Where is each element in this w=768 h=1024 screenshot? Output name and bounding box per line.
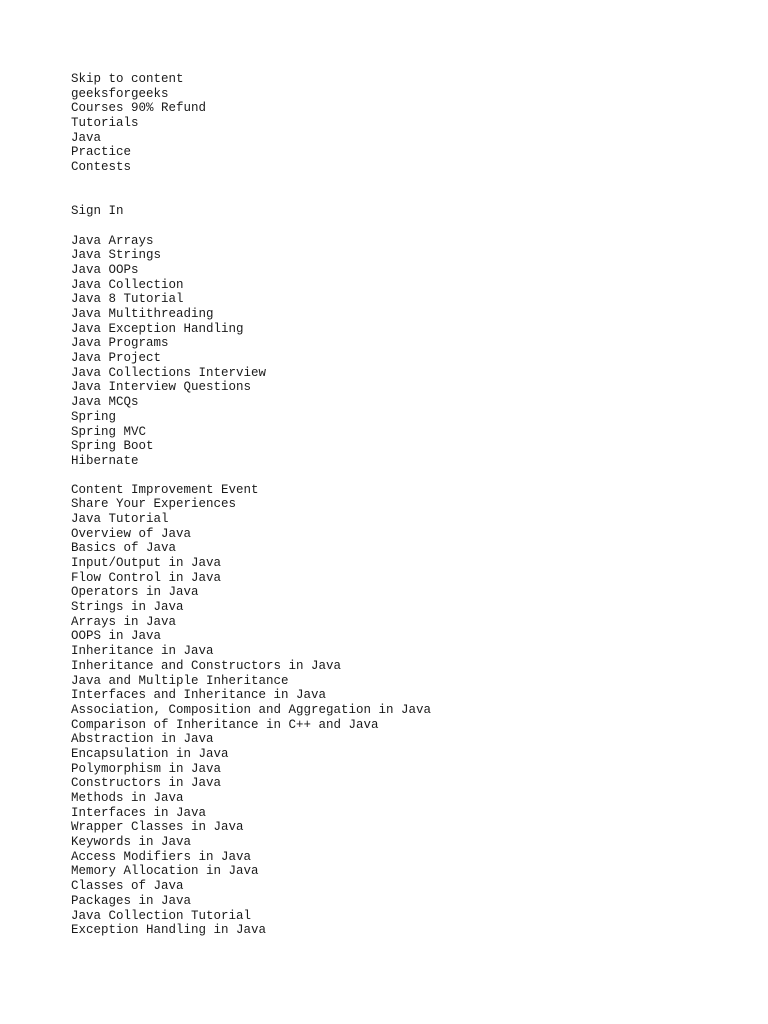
sidebar-item[interactable]: Constructors in Java	[71, 776, 222, 791]
nav-item-practice[interactable]: Practice	[71, 145, 132, 160]
page-content	[71, 72, 431, 938]
sidebar-item[interactable]: Overview of Java	[71, 526, 192, 541]
sidebar-item[interactable]: Packages in Java	[71, 893, 192, 908]
sidebar-item[interactable]: Operators in Java	[71, 585, 199, 600]
sidebar-item[interactable]: Inheritance and Constructors in Java	[71, 658, 342, 673]
nav-item-contests[interactable]: Contests	[71, 160, 132, 175]
topic-link[interactable]: Java Exception Handling	[71, 321, 244, 336]
nav-item-tutorials[interactable]: Tutorials	[71, 116, 139, 131]
sidebar-menu	[71, 483, 431, 938]
topic-link[interactable]: Java Collections Interview	[71, 365, 267, 380]
sidebar-item[interactable]: Strings in Java	[71, 600, 184, 615]
topic-link[interactable]: Java OOPs	[71, 262, 139, 277]
sidebar-item[interactable]: Keywords in Java	[71, 835, 192, 850]
sidebar-item[interactable]: Polymorphism in Java	[71, 761, 222, 776]
topic-link[interactable]: Java MCQs	[71, 395, 139, 410]
topic-link[interactable]: Java Arrays	[71, 233, 154, 248]
sidebar-item[interactable]: Association, Composition and Aggregation in Java	[71, 702, 432, 717]
sidebar-item[interactable]: Exception Handling in Java	[71, 923, 267, 938]
sidebar-item[interactable]: Abstraction in Java	[71, 732, 214, 747]
nav-item-courses[interactable]: Courses 90% Refund	[71, 101, 207, 116]
sidebar-item[interactable]: Wrapper Classes in Java	[71, 820, 244, 835]
topic-link[interactable]: Java Strings	[71, 248, 162, 263]
topic-link[interactable]: Java Interview Questions	[71, 380, 252, 395]
sidebar-item[interactable]: Interfaces in Java	[71, 805, 207, 820]
skip-to-content-link[interactable]: Skip to content	[71, 72, 184, 86]
sidebar-item[interactable]: Arrays in Java	[71, 614, 177, 629]
sidebar-item[interactable]: Interfaces and Inheritance in Java	[71, 688, 327, 703]
sidebar-item[interactable]: Inheritance in Java	[71, 644, 214, 659]
site-logo-link[interactable]: geeksforgeeks	[71, 86, 169, 101]
topic-link[interactable]: Spring Boot	[71, 439, 154, 454]
sidebar-item[interactable]: OOPS in Java	[71, 629, 162, 644]
sidebar-item[interactable]: Memory Allocation in Java	[71, 864, 259, 879]
spacer	[71, 469, 431, 483]
topic-link[interactable]: Hibernate	[71, 453, 139, 468]
spacer	[71, 219, 431, 234]
topic-link[interactable]: Spring	[71, 409, 117, 424]
sidebar-item[interactable]: Flow Control in Java	[71, 570, 222, 585]
sidebar-item[interactable]: Encapsulation in Java	[71, 746, 229, 761]
sign-in-button[interactable]: Sign In	[71, 204, 124, 219]
topic-link[interactable]: Java Programs	[71, 336, 169, 351]
topic-nav	[71, 234, 431, 469]
sidebar-item[interactable]: Comparison of Inheritance in C++ and Java	[71, 717, 379, 732]
topic-link[interactable]: Java Collection	[71, 277, 184, 292]
topic-link[interactable]: Java 8 Tutorial	[71, 292, 184, 307]
topic-link[interactable]: Java Project	[71, 351, 162, 366]
topic-link[interactable]: Spring MVC	[71, 424, 147, 439]
nav-item-java[interactable]: Java	[71, 130, 102, 145]
sidebar-item[interactable]: Share Your Experiences	[71, 497, 237, 512]
sidebar-item[interactable]: Methods in Java	[71, 791, 184, 806]
sidebar-item[interactable]: Java Tutorial	[71, 511, 169, 526]
sidebar-item[interactable]: Access Modifiers in Java	[71, 849, 252, 864]
sidebar-item[interactable]: Content Improvement Event	[71, 482, 259, 497]
sidebar-item[interactable]: Java Collection Tutorial	[71, 908, 252, 923]
sidebar-item[interactable]: Classes of Java	[71, 879, 184, 894]
sidebar-item[interactable]: Java and Multiple Inheritance	[71, 673, 289, 688]
sidebar-item[interactable]: Basics of Java	[71, 541, 177, 556]
topic-link[interactable]: Java Multithreading	[71, 307, 214, 322]
spacer	[71, 175, 431, 204]
sidebar-item[interactable]: Input/Output in Java	[71, 556, 222, 571]
